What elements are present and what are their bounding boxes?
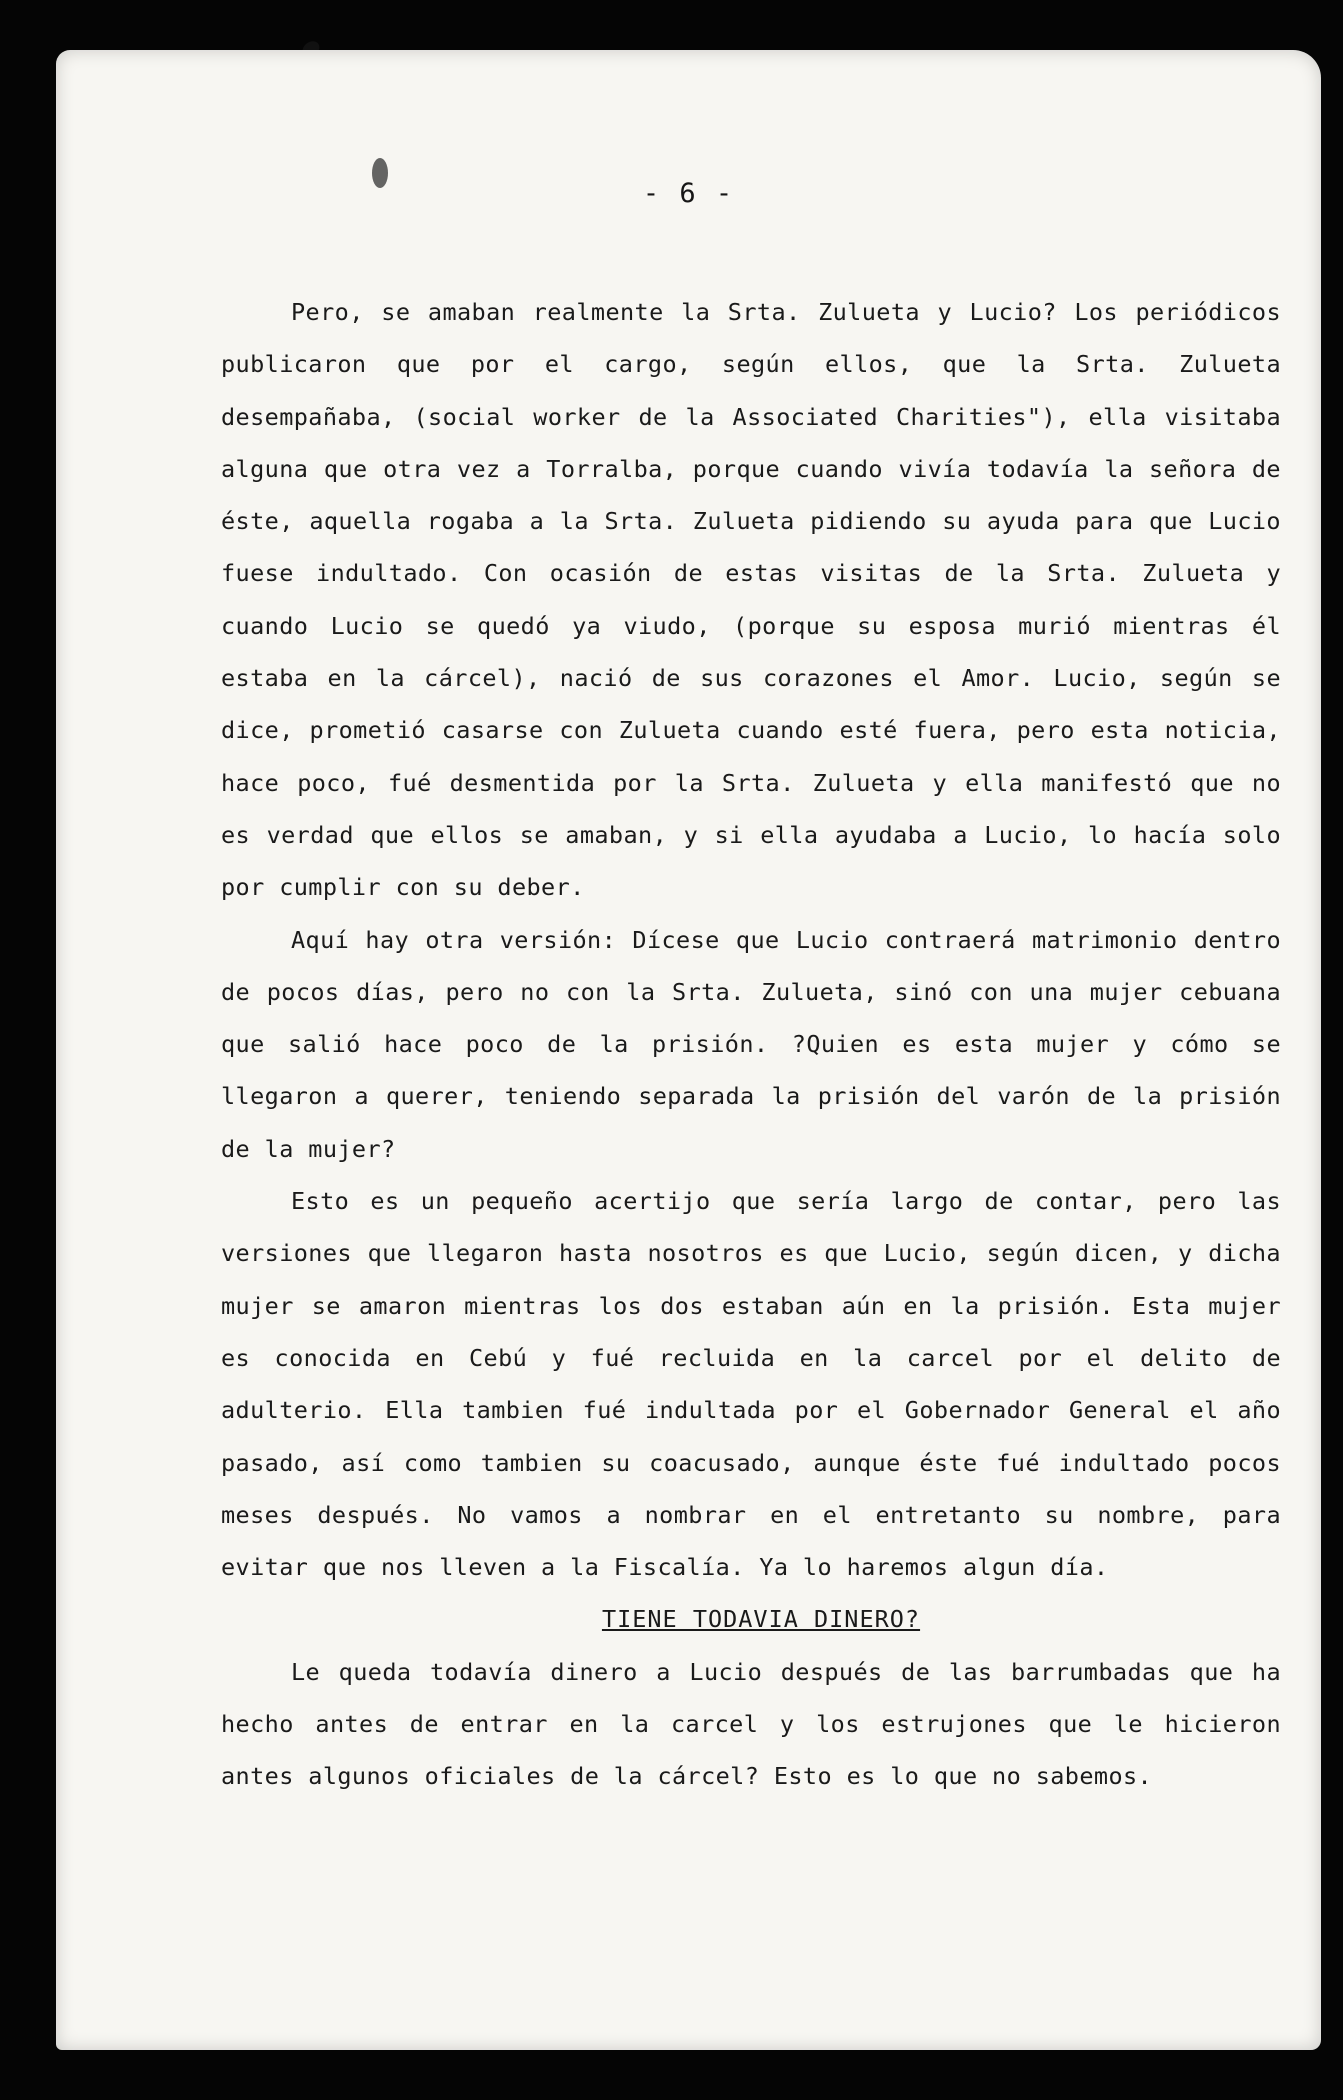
paragraph-1: Pero, se amaban realmente la Srta. Zulueta y Lucio? Los periódicos publicaron que por el cargo, según ellos, que la Srta. Zulueta desempañaba, (social worker de la Associated Charities"), ella visitaba alguna que otra vez a Torralba, porque cuando vivía todavía la señora de éste, aquella rogaba a la Srta. Zulueta pidiendo su ayuda para que Lucio fuese indultado. Con ocasión de estas visitas de la Srta. Zulueta y cuando Lucio se quedó ya viudo, (porque su esposa murió mientras él estaba en la cárcel), nació de sus corazones el Amor. Lucio, según se dice, prometió casarse con Zulueta cuando esté fuera, pero esta noticia, hace poco, fué desmentida por la Srta. Zulueta y ella manifestó que no es verdad que ellos se amaban, y si ella ayudaba a Lucio, lo hacía solo por cumplir con su deber. (221, 298, 1281, 902)
typewritten-sheet (56, 50, 1321, 2050)
document-body (221, 286, 1281, 1803)
paragraph-3: Esto es un pequeño acertijo que sería largo de contar, pero las versiones que llegaron hasta nosotros es que Lucio, según dicen, y dicha mujer se amaron mientras los dos estaban aún en la prisión. Esta mujer es conocida en Cebú y fué recluida en la carcel por el delito de adulterio. Ella tambien fué indultada por el Gobernador General el año pasado, así como tambien su coacusado, aunque éste fué indultado pocos meses después. No vamos a nombrar en el entretanto su nombre, para evitar que nos lleven a la Fiscalía. Ya lo haremos algun día. (221, 1187, 1281, 1582)
page-number: - 6 - (642, 178, 735, 209)
paragraph-2: Aquí hay otra versión: Dícese que Lucio contraerá matrimonio dentro de pocos días, pero no con la Srta. Zulueta, sinó con una mujer cebuana que salió hace poco de la prisión. ?Quien es esta mujer y cómo se llegaron a querer, teniendo separada la prisión del varón de la prisión de la mujer? (221, 925, 1281, 1163)
paragraph-4: Le queda todavía dinero a Lucio después de las barrumbadas que ha hecho antes de entrar en la carcel y los estrujones que le hicieron antes algunos oficiales de la cárcel? Esto es lo que no sabemos. (221, 1657, 1281, 1791)
section-heading: TIENE TODAVIA DINERO? (601, 1605, 921, 1634)
